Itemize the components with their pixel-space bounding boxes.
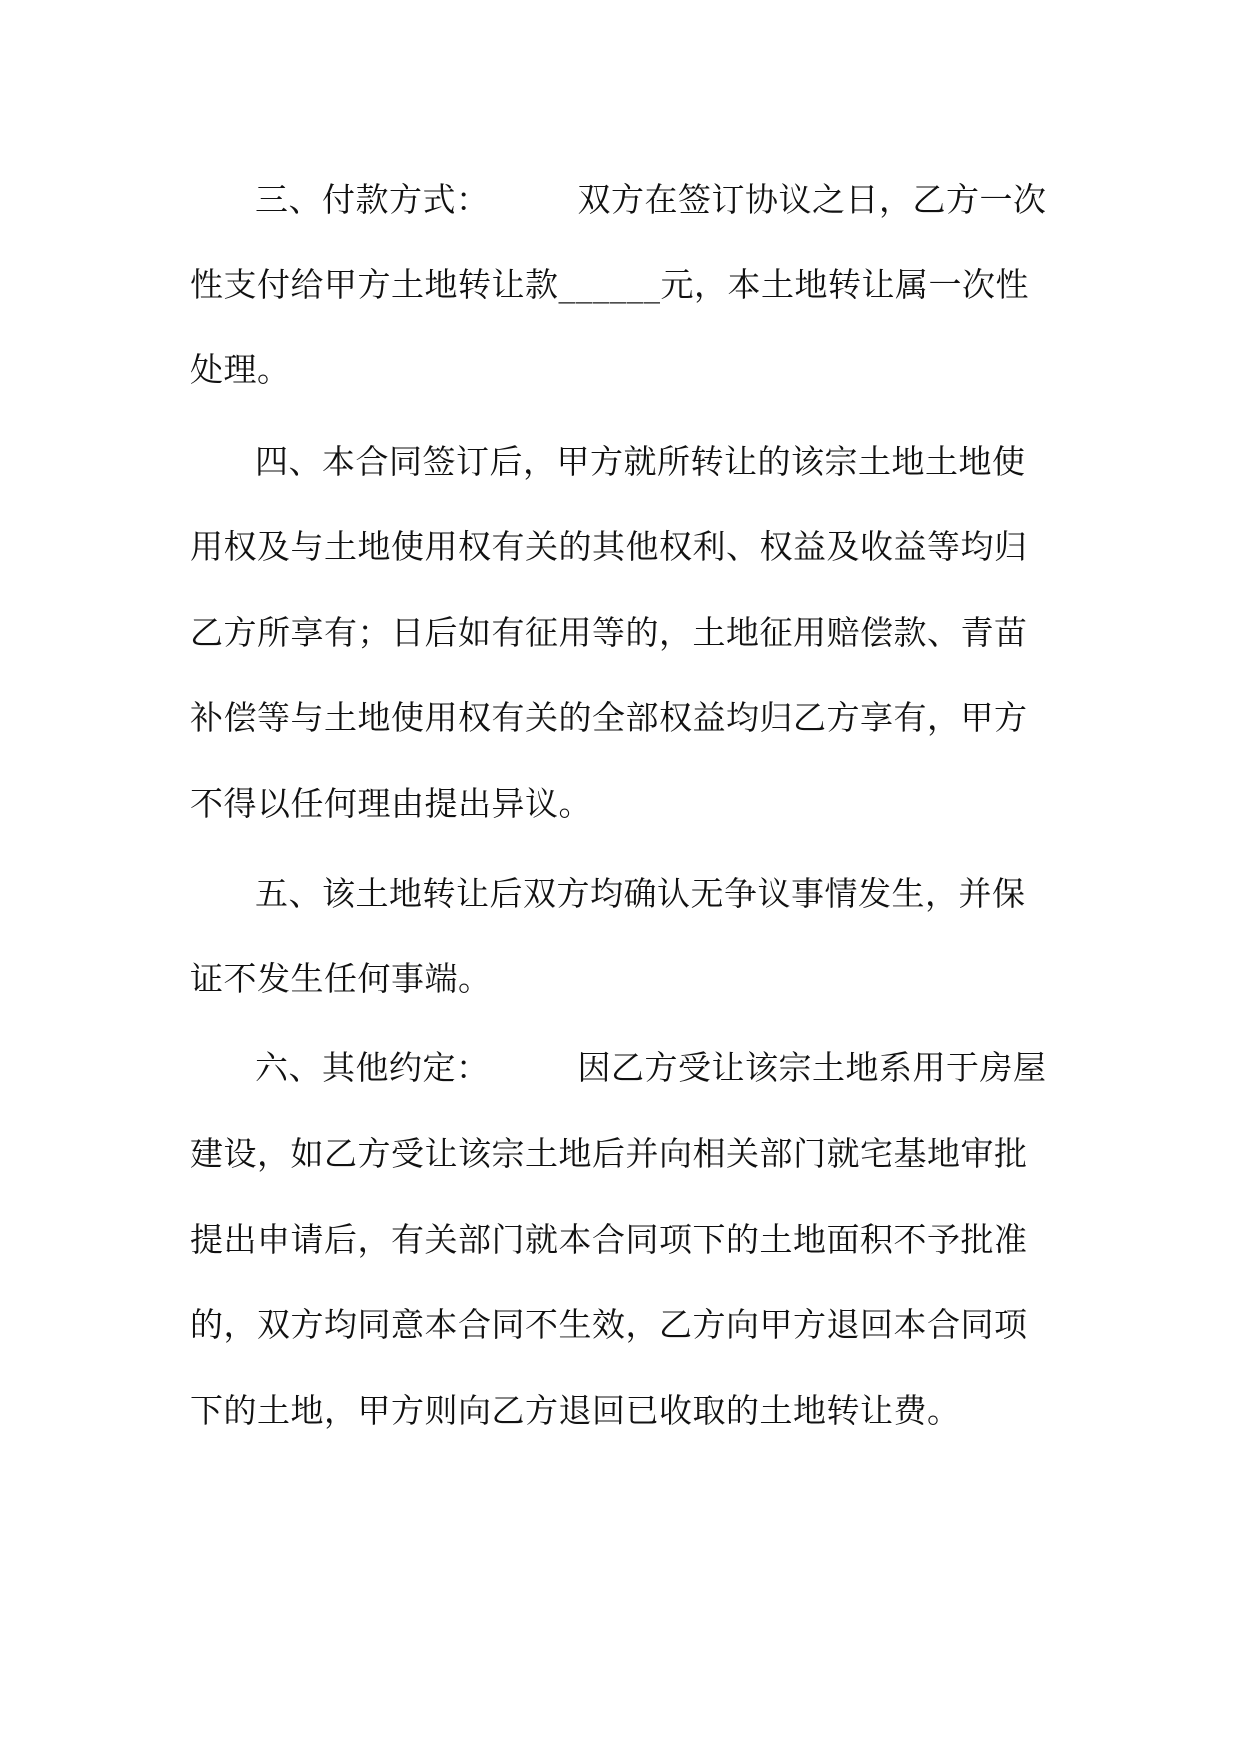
clause-6-line-1 xyxy=(255,1044,1047,1092)
clause-6-line-3: 提出申请后，有关部门就本合同项下的土地面积不予批准 xyxy=(190,1220,1028,1259)
clause-4-line-3: 乙方所享有；日后如有征用等的，土地征用赔偿款、青苗 xyxy=(190,613,1028,652)
clause-6-line-5: 下的土地，甲方则向乙方退回已收取的土地转让费。 xyxy=(190,1391,961,1430)
clause-6-line-4: 的，双方均同意本合同不生效，乙方向甲方退回本合同项 xyxy=(190,1305,1028,1344)
clause-4-line-5: 不得以任何理由提出异议。 xyxy=(190,784,592,823)
clause-3-line-3: 处理。 xyxy=(190,350,291,389)
clause-3-line-1 xyxy=(255,176,1047,224)
clause-3-line-2: 性支付给甲方土地转让款______元，本土地转让属一次性 xyxy=(190,265,1029,304)
clause-4-line-1: 四、本合同签订后，甲方就所转让的该宗土地土地使 xyxy=(255,442,1026,481)
clause-6-line-2: 建设，如乙方受让该宗土地后并向相关部门就宅基地审批 xyxy=(190,1134,1028,1173)
clause-5-line-2: 证不发生任何事端。 xyxy=(190,959,492,998)
clause-3-text: 双方在签订协议之日，乙方一次 xyxy=(577,180,1047,219)
clause-6-text: 因乙方受让该宗土地系用于房屋 xyxy=(577,1048,1047,1087)
clause-4-line-4: 补偿等与土地使用权有关的全部权益均归乙方享有，甲方 xyxy=(190,698,1028,737)
clause-5-line-1: 五、该土地转让后双方均确认无争议事情发生，并保 xyxy=(255,874,1026,913)
clause-3-label: 三、付款方式： xyxy=(255,180,490,219)
clause-6-label: 六、其他约定： xyxy=(255,1048,490,1087)
clause-4-line-2: 用权及与土地使用权有关的其他权利、权益及收益等均归 xyxy=(190,527,1028,566)
